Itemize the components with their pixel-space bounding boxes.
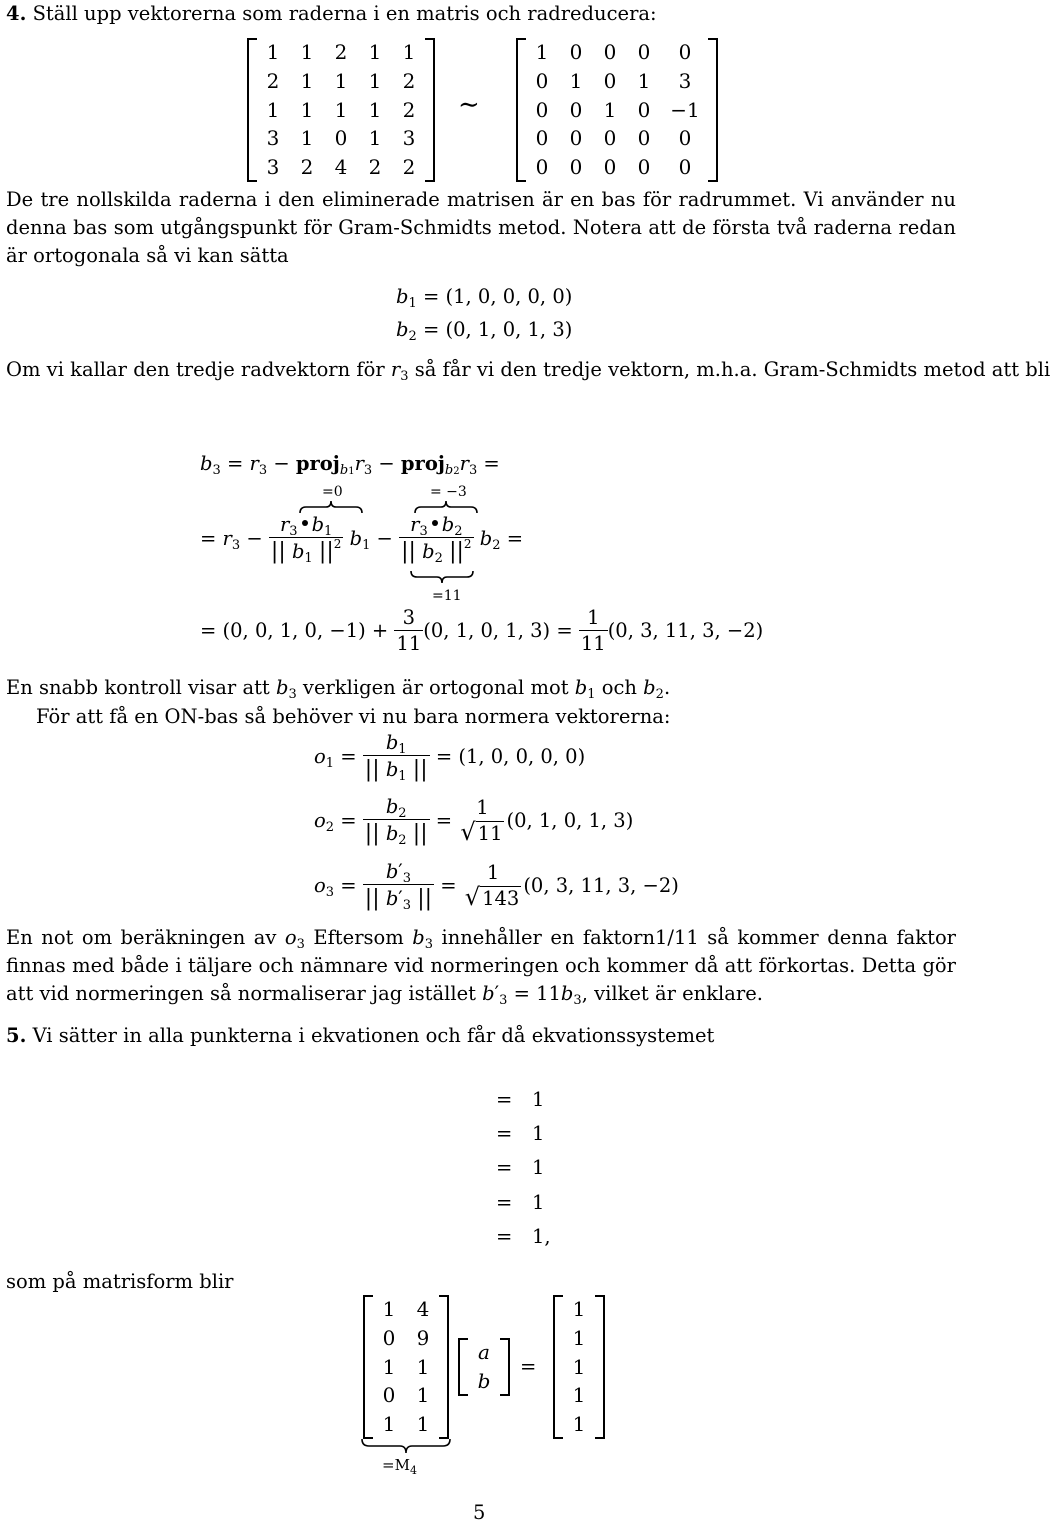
- equation-rhs: 1: [532, 1122, 545, 1146]
- matrix-cell: 3: [266, 126, 280, 151]
- matrix-cell: 0: [603, 155, 617, 180]
- m4-label: $=M_4$: [382, 1456, 417, 1477]
- matrix-cell: 3: [266, 155, 280, 180]
- matrix-cell: 1: [603, 97, 617, 122]
- equation-equals: =: [496, 1156, 513, 1180]
- check-sentence: En snabb kontroll visar att $b_3$ verkligen är ortogonal mot $b_1$ och $b_2$.: [6, 676, 671, 702]
- matrix-cell: 0: [603, 40, 617, 64]
- matrix-cell: 0: [678, 40, 692, 64]
- matrix-cell: 1: [416, 1412, 430, 1437]
- matrix-cell: 0: [334, 126, 348, 151]
- matrix-cell: 2: [402, 68, 416, 93]
- matrix-cell: 0: [535, 155, 549, 180]
- matrix-cell: 1: [402, 40, 416, 64]
- matrix-cell: 9: [416, 1325, 430, 1350]
- matrix-cell: 0: [603, 68, 617, 93]
- overbrace-1: [298, 500, 364, 514]
- matrix-cell: 1: [572, 1325, 586, 1350]
- vector-unknowns: [458, 1338, 510, 1396]
- matrix-cell: 1: [368, 68, 382, 93]
- matrix-cell: 2: [402, 97, 416, 122]
- equation-equals: =: [496, 1122, 513, 1146]
- page-number: 5: [473, 1501, 486, 1524]
- matrisform-text: som på matrisform blir: [6, 1270, 234, 1293]
- matrix-cell: 1: [382, 1354, 396, 1379]
- problem-intro: Vi sätter in alla punkterna i ekvationen och får då ekvationssystemet: [32, 1024, 715, 1047]
- matrix-cell: 1: [334, 97, 348, 122]
- matrix-cell: 2: [402, 155, 416, 180]
- b2-definition: $b_2 = (0$, 1, 0, 1, 3): [396, 318, 573, 344]
- matrix-cell: 0: [569, 155, 583, 180]
- equation-equals: =: [496, 1224, 513, 1248]
- matrix-cell: 1: [382, 1412, 396, 1437]
- brace-label-zero: =0: [322, 484, 343, 500]
- paragraph-basis: De tre nollskilda raderna i den eliminerade matrisen är en bas för radrummet. Vi använder nu denna bas som utgångspunkt för Gram-Schmidts metod. Notera att de första två raderna redan är ortogonala så vi kan sätta: [6, 188, 956, 267]
- vector-rhs: [553, 1295, 605, 1439]
- problem-intro: Ställ upp vektorerna som raderna i en matris och radreducera:: [32, 2, 657, 25]
- b3-projection-line: $b_3 = r_3$ − $proj_{b1}r_3$ − $proj_{b2}r_3$ =: [200, 452, 500, 478]
- matrix-cell: 1: [572, 1297, 586, 1321]
- matrix-m4: [363, 1295, 449, 1439]
- matrix-cell: 0: [382, 1383, 396, 1408]
- matrix-cell: 0: [535, 97, 549, 122]
- tilde-symbol: ∼: [458, 90, 480, 120]
- equation-rhs: 1: [532, 1088, 545, 1111]
- matrix-cell: 4: [334, 155, 348, 180]
- matrix-cell: 1: [572, 1383, 586, 1408]
- b3-result-line: = (0, 0, 1, 0, −1) + $\frac{3}{11}$ (0, 1, 0, 1, 3) = $\frac{1}{11}$ (0, 3, 11, 3, −2): [200, 606, 764, 655]
- matrix-cell: 1: [300, 68, 314, 93]
- matrix-cell: 0: [569, 126, 583, 151]
- matrix-cell: 2: [300, 155, 314, 180]
- matrix-cell: 0: [382, 1325, 396, 1350]
- matrix-cell: 0: [637, 155, 651, 180]
- matrix-cell: 1: [266, 97, 280, 122]
- o2-equation: $o_2$ = $\frac{b_2}{|| b_2 ||}$ = 1 √ 11 (0, 1, 0, 1, 3): [314, 795, 634, 848]
- overbrace-2: [413, 500, 479, 514]
- underbrace-m4: [360, 1438, 452, 1454]
- b3-fraction-line: = $r_3$ − $\frac{r_3 b_1}{|| b_1 ||^2}$ $b_1$ − $\frac{r_3 b_2}{|| b_2 ||^2}$ $b_2$ =: [200, 513, 524, 566]
- matrix-cell: 1: [416, 1354, 430, 1379]
- matrix-cell: 0: [678, 126, 692, 151]
- matrix-cell: 1: [416, 1383, 430, 1408]
- matrix-cell: 1: [368, 40, 382, 64]
- matrix-cell: 0: [637, 40, 651, 64]
- matrix-cell: 2: [266, 68, 280, 93]
- matrix-cell: 0: [678, 155, 692, 180]
- matrix-cell: 1: [300, 40, 314, 64]
- note-paragraph: En not om beräkningen av $o_3$ Eftersom $b_3$ innehåller en faktorn1/11 så kommer denna faktor finnas med både i täljare och nämnare vid normeringen och kommer då att förkortas. Detta gör att vid normeringen så normaliserar jag istället $b'_3 = 11b_3$, vilket är enklare.: [6, 926, 957, 1008]
- matrix-original: [247, 38, 435, 182]
- matrix-cell: 0: [569, 97, 583, 122]
- matrix-cell: 1: [334, 68, 348, 93]
- matrix-cell: 1: [382, 1297, 396, 1321]
- equation-equals: =: [496, 1088, 513, 1111]
- o1-equation: $o_1$ = $\frac{b_1}{|| b_1 ||}$ = (1, 0, 0, 0, 0): [314, 731, 586, 784]
- matrix-cell: 0: [637, 126, 651, 151]
- underbrace-1: [409, 570, 475, 584]
- paragraph-third: Om vi kallar den tredje radvektorn för $r_3$ så får vi den tredje vektorn, m.h.a. Gram-Schmidts metod att bli: [6, 358, 1050, 384]
- brace-label-eleven: =11: [432, 588, 462, 604]
- matrix-cell: 4: [416, 1297, 430, 1321]
- matrix-cell: 3: [678, 68, 692, 93]
- equation-rhs: 1,: [532, 1224, 551, 1248]
- matrix-cell: 1: [300, 126, 314, 151]
- matrix-cell: b: [477, 1369, 491, 1393]
- matrix-cell: 0: [535, 68, 549, 93]
- matrix-cell: 0: [569, 40, 583, 64]
- equation-rhs: 1: [532, 1156, 545, 1180]
- matrix-cell: 1: [300, 97, 314, 122]
- problem-5-heading: [6, 1022, 714, 1050]
- equation-equals: =: [496, 1190, 513, 1214]
- matrix-cell: 1: [368, 126, 382, 151]
- matrix-cell: 0: [603, 126, 617, 151]
- matrix-cell: 1: [569, 68, 583, 93]
- o3-equation: $o_3$ = $\frac{b'_3}{|| b'_3 ||}$ = 1 √ 143 (0, 3, 11, 3, −2): [314, 860, 679, 913]
- matrix-cell: 1: [572, 1354, 586, 1379]
- matrix-cell: 1: [266, 40, 280, 64]
- problem-number: 5.: [6, 1024, 27, 1047]
- equation-rhs: 1: [532, 1190, 545, 1214]
- matrix-cell: 0: [535, 126, 549, 151]
- matrix-cell: 1: [637, 68, 651, 93]
- matrix-cell: −1: [670, 97, 700, 122]
- matrix-cell: 1: [535, 40, 549, 64]
- matrix-cell: 1: [368, 97, 382, 122]
- brace-label-minus3: = −3: [430, 484, 467, 500]
- b1-definition: $b_1 = (1$, 0, 0, 0, 0): [396, 285, 573, 311]
- matrix-cell: 0: [637, 97, 651, 122]
- problem-number: 4.: [6, 2, 27, 25]
- matrix-cell: 3: [402, 126, 416, 151]
- equals-sign: =: [520, 1355, 537, 1378]
- onbas-sentence: För att få en ON-bas så behöver vi nu bara normera vektorerna:: [36, 705, 671, 728]
- matrix-reduced: [516, 38, 718, 182]
- matrix-cell: 2: [368, 155, 382, 180]
- matrix-cell: a: [478, 1340, 490, 1364]
- problem-4-heading: [6, 0, 657, 28]
- matrix-cell: 1: [572, 1412, 586, 1437]
- matrix-cell: 2: [334, 40, 348, 64]
